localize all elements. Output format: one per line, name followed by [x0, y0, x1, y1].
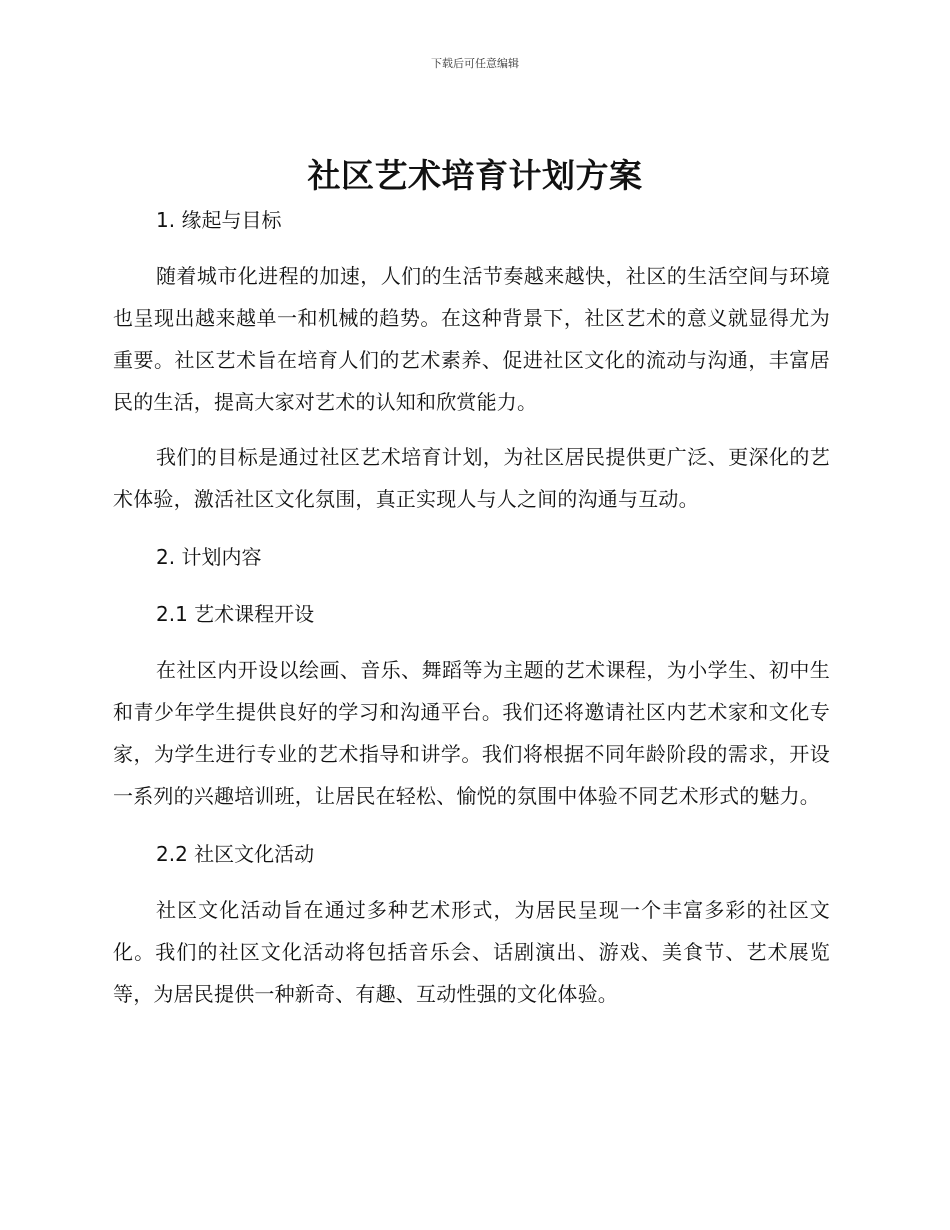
section-heading-1: 1. 缘起与目标	[156, 208, 282, 232]
paragraph-1: 随着城市化进程的加速，人们的生活节奏越来越快，社区的生活空间与环境也呈现出越来越单一和机械的趋势。在这种背景下，社区艺术的意义就显得尤为重要。社区艺术旨在培育人们的艺术素养、促进社区文化的流动与沟通，丰富居民的生活，提高大家对艺术的认知和欣赏能力。	[113, 264, 830, 414]
header-note: 下载后可任意编辑	[431, 57, 519, 70]
section-heading-2: 2. 计划内容	[156, 545, 262, 569]
paragraph-2: 我们的目标是通过社区艺术培育计划，为社区居民提供更广泛、更深化的艺术体验，激活社区文化氛围，真正实现人与人之间的沟通与互动。	[113, 445, 830, 511]
page-title: 社区艺术培育计划方案	[307, 156, 643, 195]
paragraph-4: 社区文化活动旨在通过多种艺术形式，为居民呈现一个丰富多彩的社区文化。我们的社区文化活动将包括音乐会、话剧演出、游戏、美食节、艺术展览等，为居民提供一种新奇、有趣、互动性强的文化体验。	[113, 898, 830, 1006]
section-heading-2-1: 2.1 艺术课程开设	[156, 602, 315, 626]
document-body	[113, 198, 830, 1015]
paragraph-3: 在社区内开设以绘画、音乐、舞蹈等为主题的艺术课程，为小学生、初中生和青少年学生提供良好的学习和沟通平台。我们还将邀请社区内艺术家和文化专家，为学生进行专业的艺术指导和讲学。我们将根据不同年龄阶段的需求，开设一系列的兴趣培训班，让居民在轻松、愉悦的氛围中体验不同艺术形式的魅力。	[113, 658, 830, 808]
section-heading-2-2: 2.2 社区文化活动	[156, 842, 315, 866]
